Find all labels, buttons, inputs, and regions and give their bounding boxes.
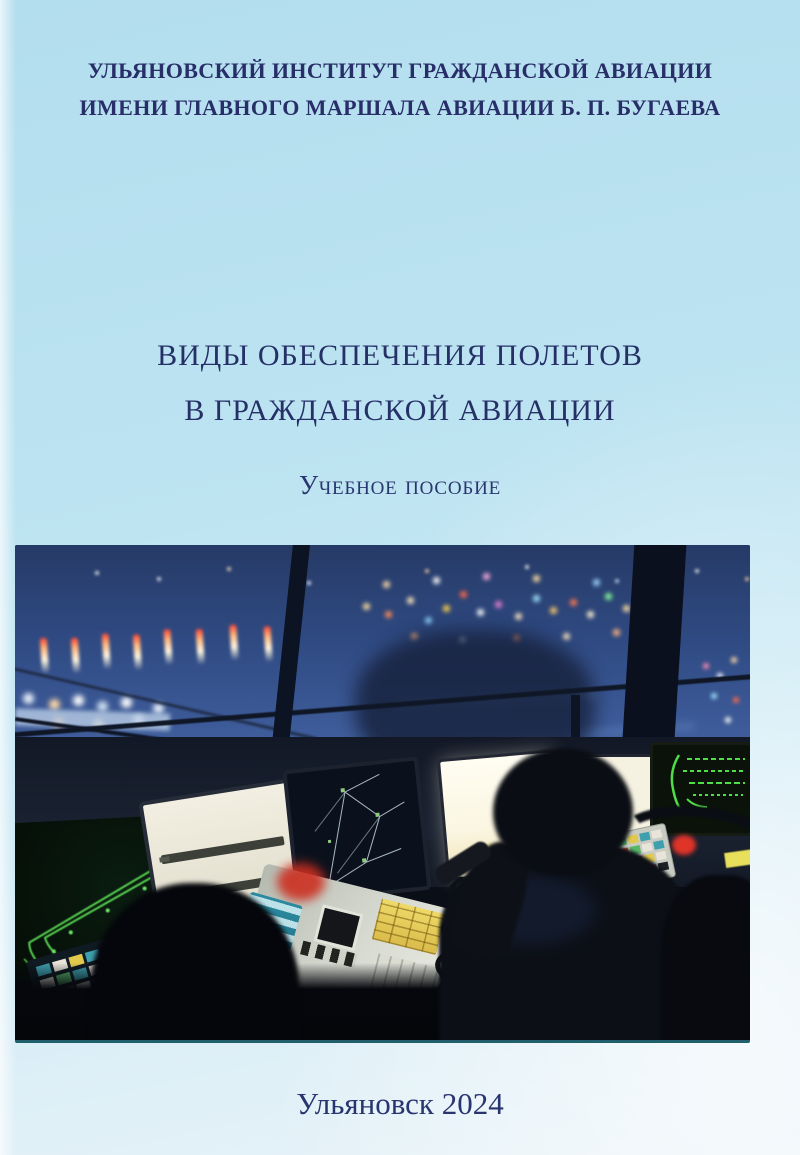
subtitle: Учебное пособие (298, 470, 502, 500)
control-tower-photo (15, 545, 750, 1043)
book-title-line1: ВИДЫ ОБЕСПЕЧЕНИЯ ПОЛЕТОВ (157, 339, 643, 372)
distant-lights (95, 571, 99, 575)
imprint: Ульяновск 2024 (296, 1086, 504, 1121)
institute-name (0, 52, 800, 126)
book-title (0, 328, 800, 438)
right-apron-lights (703, 663, 709, 669)
institute-name-line2: ИМЕНИ ГЛАВНОГО МАРШАЛА АВИАЦИИ Б. П. БУГАЕВА (79, 95, 721, 120)
institute-name-line1: УЛЬЯНОВСКИЙ ИНСТИТУТ ГРАЖДАНСКОЙ АВИАЦИИ (87, 58, 713, 83)
controller-head (493, 748, 633, 876)
terminal-lights (363, 603, 370, 610)
red-indicator-light (277, 863, 325, 901)
screen-bar (161, 836, 285, 864)
silhouette-bottom-right (661, 875, 750, 1043)
book-title-line2: В ГРАЖДАНСКОЙ АВИАЦИИ (184, 394, 616, 427)
building-lights (23, 693, 34, 704)
